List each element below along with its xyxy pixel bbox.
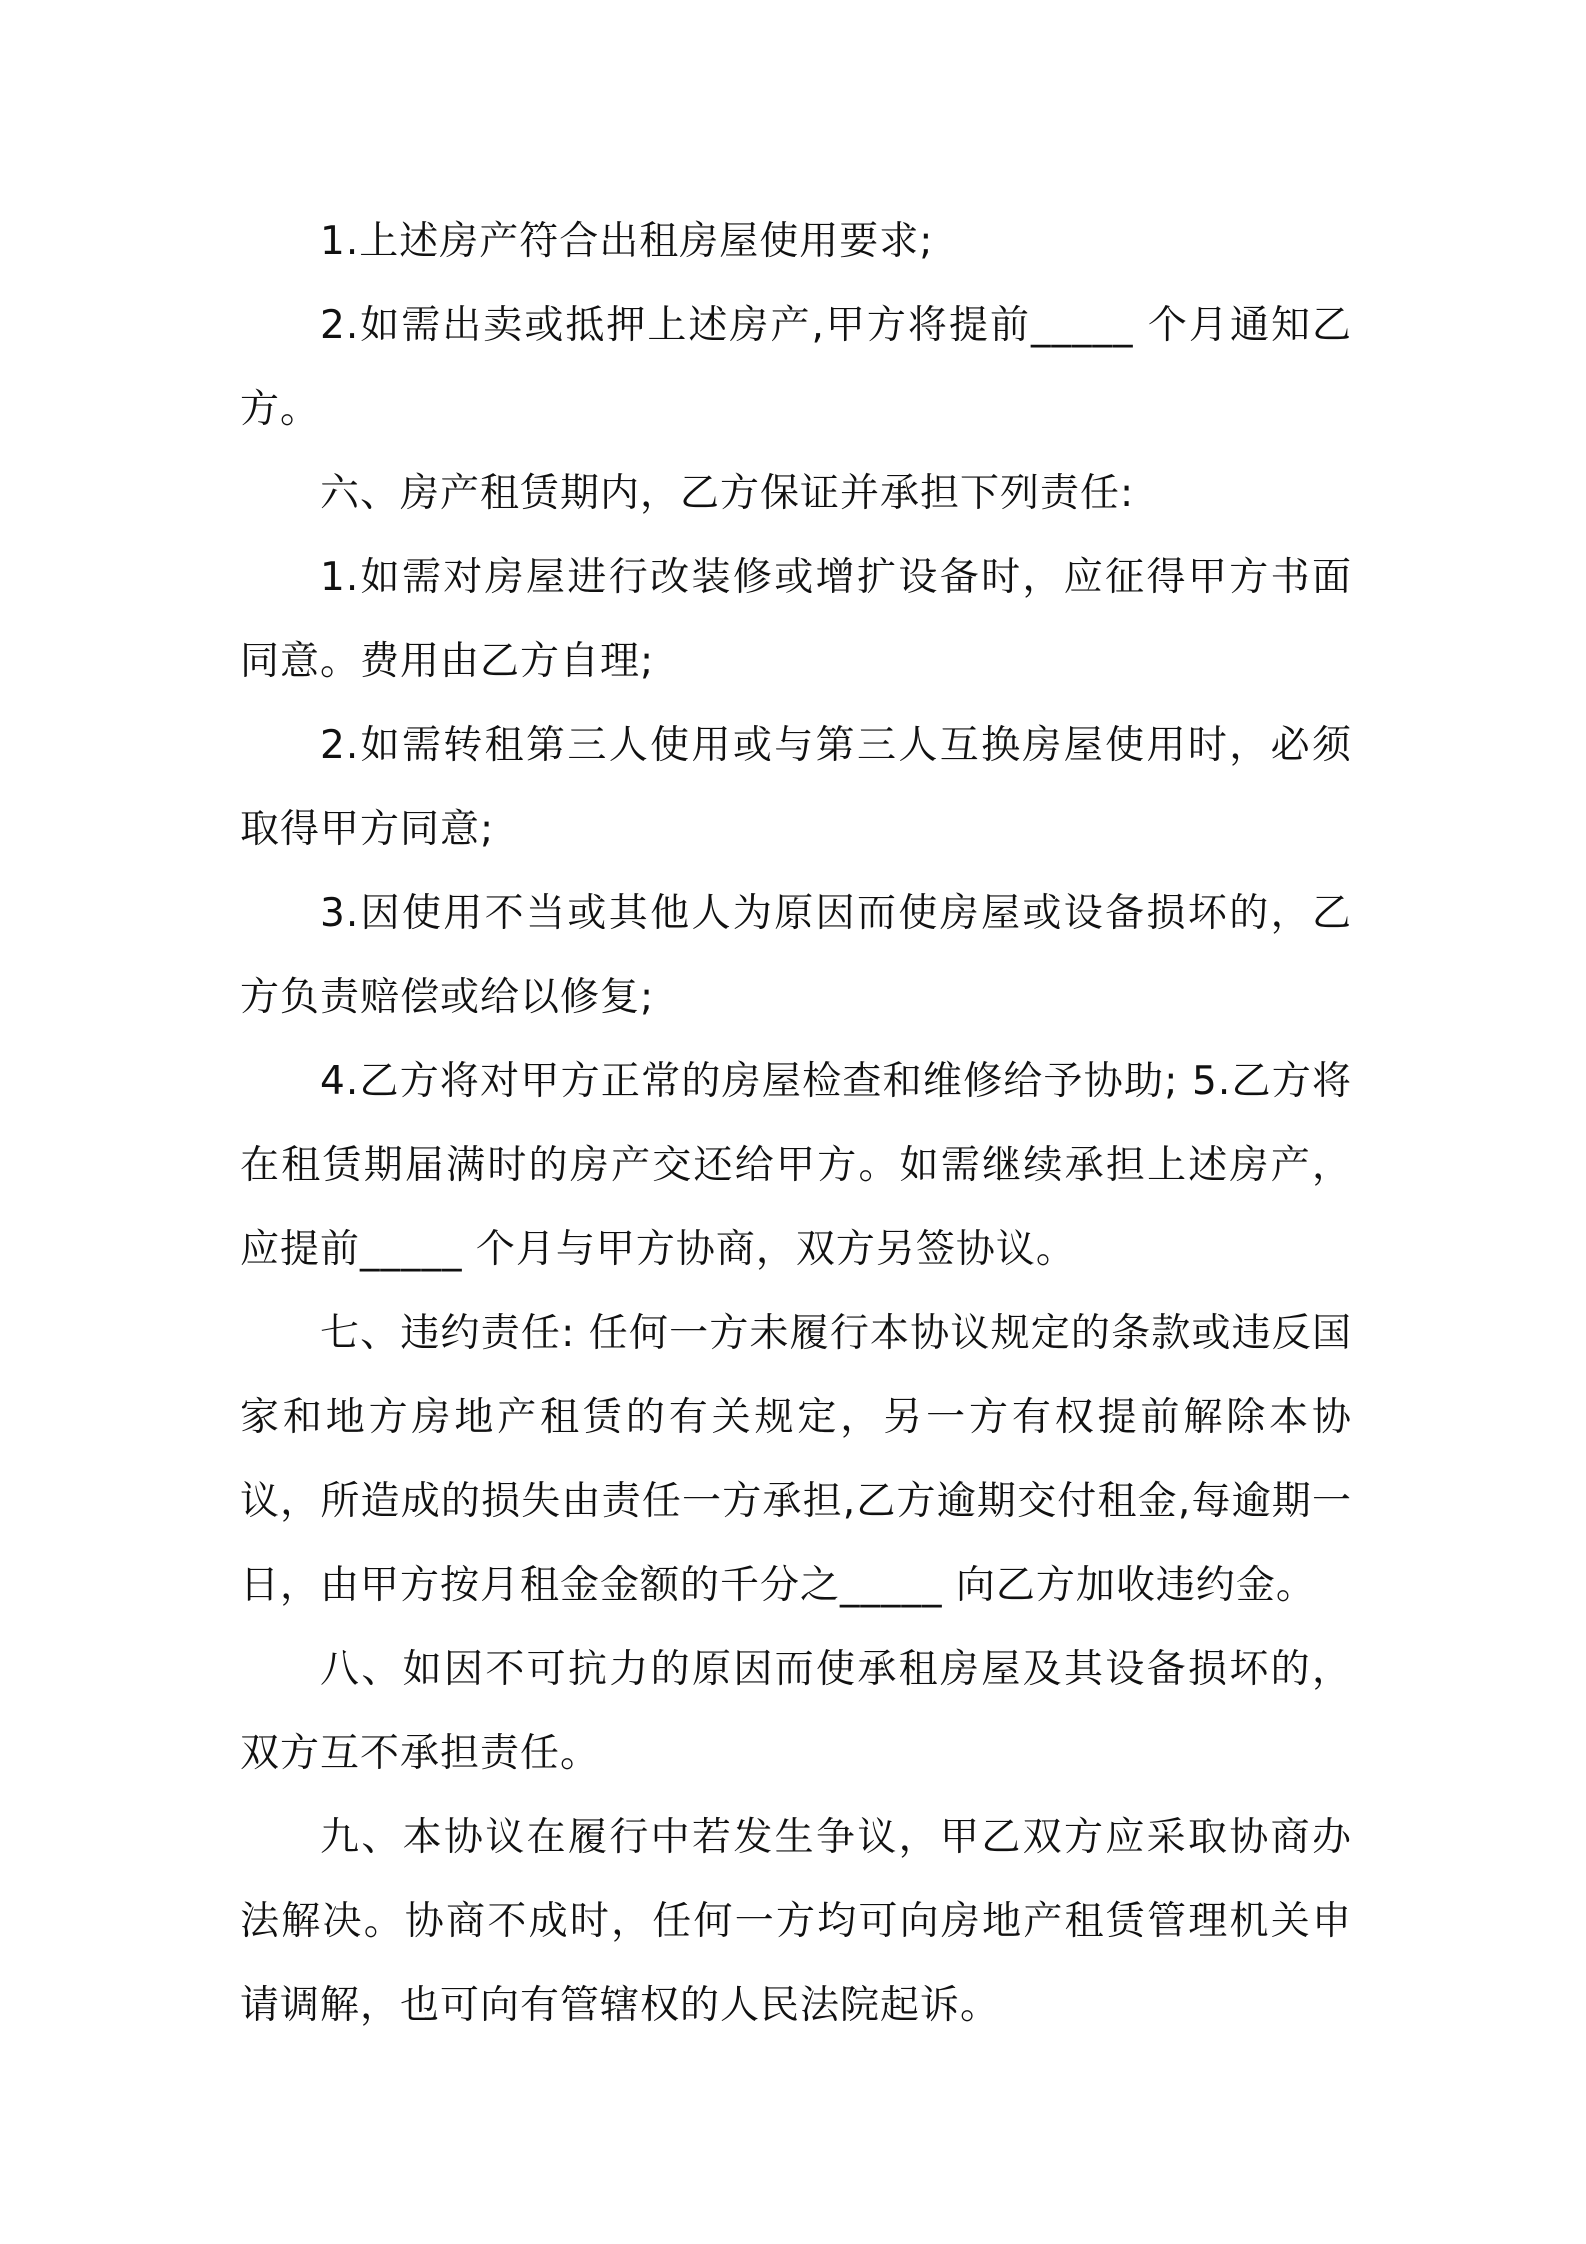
- paragraph-section-seven-breach: 七、违约责任: 任何一方未履行本协议规定的条款或违反国家和地方房地产租赁的有关规定，另一方有权提前解除本协议，所造成的损失由责任一方承担,乙方逾期交付租金,每逾期一日，由甲方按月租金金额的千分之_____ 向乙方加收违约金。: [240, 1311, 1352, 1608]
- document-body: [240, 200, 1352, 2048]
- paragraph-section-eight-force-majeure: 八、如因不可抗力的原因而使承租房屋及其设备损坏的，双方互不承担责任。: [240, 1647, 1352, 1776]
- paragraph-tenant-item-4-5: 4.乙方将对甲方正常的房屋检查和维修给予协助; 5.乙方将在租赁期届满时的房产交还给甲方。如需继续承担上述房产，应提前_____ 个月与甲方协商，双方另签协议。: [240, 1059, 1352, 1272]
- paragraph-section-nine-disputes: 九、本协议在履行中若发生争议，甲乙双方应采取协商办法解决。协商不成时，任何一方均可向房地产租赁管理机关申请调解，也可向有管辖权的人民法院起诉。: [240, 1815, 1352, 2028]
- paragraph-landlord-item-2: 2.如需出卖或抵押上述房产,甲方将提前_____ 个月通知乙方。: [240, 303, 1352, 432]
- paragraph-tenant-item-3: 3.因使用不当或其他人为原因而使房屋或设备损坏的，乙方负责赔偿或给以修复;: [240, 891, 1352, 1020]
- paragraph-tenant-item-1: 1.如需对房屋进行改装修或增扩设备时，应征得甲方书面同意。费用由乙方自理;: [240, 555, 1352, 684]
- paragraph-section-six-heading: 六、房产租赁期内，乙方保证并承担下列责任:: [320, 471, 1135, 516]
- paragraph-tenant-item-2: 2.如需转租第三人使用或与第三人互换房屋使用时，必须取得甲方同意;: [240, 723, 1352, 852]
- paragraph-landlord-item-1: 1.上述房产符合出租房屋使用要求;: [320, 219, 934, 264]
